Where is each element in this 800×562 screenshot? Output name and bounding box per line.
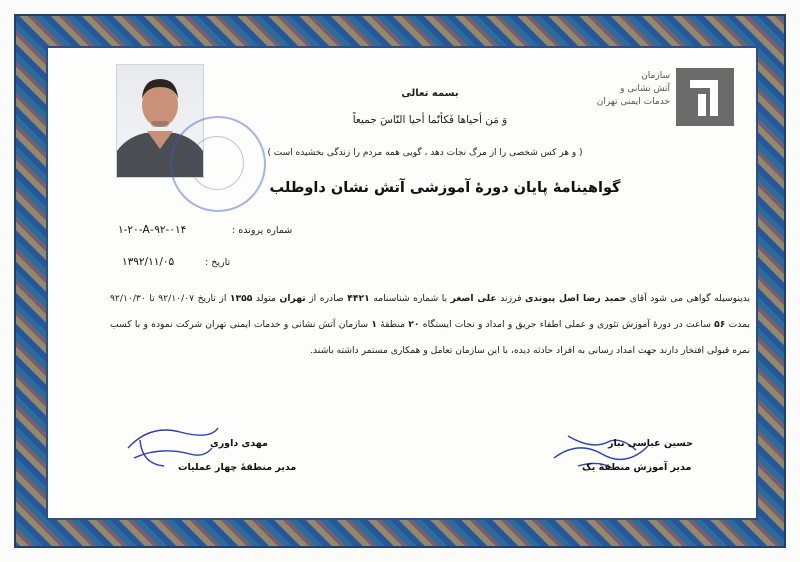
father-name: علی اصغر <box>450 293 497 304</box>
file-number-label: شماره پرونده : <box>232 225 293 236</box>
quran-verse: وَ مَن أحیاها فَکأنّما أحیا النّاسَ جمیعاً <box>352 114 508 126</box>
body-text-segment: متولد <box>255 293 276 304</box>
organization-line-1: سازمان <box>641 71 670 81</box>
file-number-value: ۱-۲۰-A-۹۲-۰۱۴ <box>118 224 187 236</box>
body-text-segment: از تاریخ <box>197 293 227 304</box>
body-text-segment: با شماره شناسنامه <box>373 293 448 304</box>
body-text-segment: فرزند <box>500 293 522 304</box>
certificate-title: گواهینامهٔ پایان دورهٔ آموزشی آتش نشان داوطلب <box>269 180 621 196</box>
station-number: ۲۰ <box>408 319 420 330</box>
date-label: تاریخ : <box>205 257 231 268</box>
body-text-segment: بدینوسیله گواهی می شود آقای <box>629 293 751 304</box>
body-text-segment: سازمان آتش نشانی <box>291 319 369 330</box>
birth-year: ۱۳۵۵ <box>229 293 253 304</box>
organization-line-2: آتش نشانی و <box>620 84 670 94</box>
date-value: ۱۳۹۲/۱۱/۰۵ <box>122 256 175 268</box>
region-number: ۱ <box>371 319 377 330</box>
id-number: ۴۴۲۱ <box>347 293 370 304</box>
left-signer-name: مهدی داوری <box>210 438 268 449</box>
right-signer-title: مدیر آموزش منطقهٔ یک <box>582 462 692 473</box>
official-stamp-center <box>190 136 244 190</box>
organization-name <box>560 70 670 109</box>
certificate-body-text <box>110 286 750 364</box>
body-text-segment: صادره از <box>309 293 344 304</box>
besmellah-heading: بسمه تعالی <box>401 88 459 99</box>
body-text-segment: و خدمات ایمنی تهران شرکت نموده و با کسب نمره قبولی افتخار دارند جهت امداد رسانی به افراد حادثه دیده، با این سازمان تعامل و همکاری مستمر داشته <box>110 319 750 356</box>
course-dates: ۹۲/۱۰/۰۷ تا ۹۲/۱۰/۳۰ بمدت <box>110 293 750 330</box>
body-text-segment: باشند. <box>310 345 334 356</box>
left-signer-title: مدیر منطقهٔ چهار عملیات <box>178 462 297 473</box>
issue-city: تهران <box>279 293 306 304</box>
organization-line-3: خدمات ایمنی تهران <box>596 97 670 107</box>
fire-department-logo-icon <box>676 68 734 126</box>
right-signer-name: حسین عباسی تبار <box>608 438 693 449</box>
body-text-segment: ساعت در دورهٔ آموزش تئوری و عملی اطفاء حریق و امداد و نجات ایستگاه <box>422 319 711 330</box>
holder-name: حمید رضا اصل پیوندی <box>525 293 627 304</box>
verse-translation: ( و هر کس شخصی را از مرگ نجات دهد ، گویی همه مردم را زندگی بخشیده است ) <box>267 148 583 158</box>
course-hours: ۵۶ <box>714 319 726 330</box>
body-text-segment: منطقهٔ <box>380 319 406 330</box>
